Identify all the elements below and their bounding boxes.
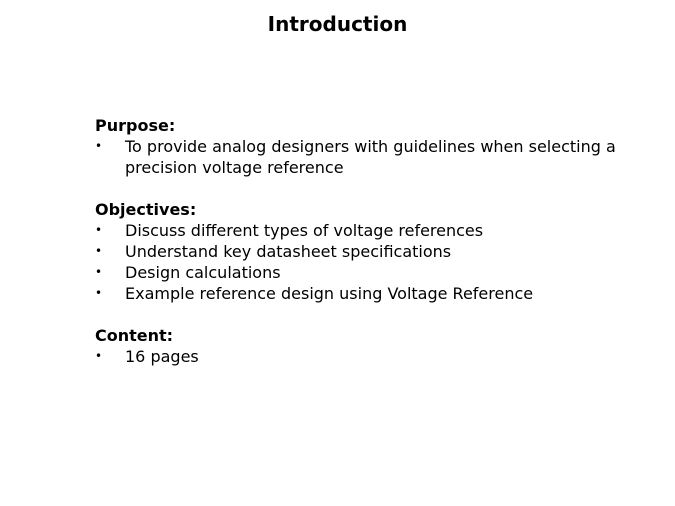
- bullet-icon: •: [95, 139, 103, 153]
- content-list: [95, 346, 635, 367]
- list-item-text: 16 pages: [125, 347, 199, 366]
- list-item-text: Understand key datasheet specifications: [125, 242, 452, 261]
- list-item-text: Example reference design using Voltage Reference: [125, 284, 534, 303]
- bullet-icon: •: [95, 223, 103, 237]
- bullet-icon: •: [95, 265, 103, 279]
- bullet-icon: •: [95, 286, 103, 300]
- objectives-list: [95, 220, 635, 304]
- slide-title: Introduction: [267, 12, 408, 36]
- content-section: [95, 325, 635, 367]
- list-item-text: To provide analog designers with guidelines when selecting a precision voltage reference: [125, 137, 616, 177]
- list-item-text: Design calculations: [125, 263, 281, 282]
- content-heading: Content:: [95, 326, 174, 345]
- objectives-heading: Objectives:: [95, 200, 197, 219]
- purpose-section: [95, 115, 635, 178]
- list-item: [95, 346, 635, 367]
- list-item: [95, 283, 635, 304]
- purpose-list: [95, 136, 635, 178]
- list-item-text: Discuss different types of voltage references: [125, 221, 484, 240]
- slide-body: [95, 115, 635, 388]
- list-item: [95, 262, 635, 283]
- bullet-icon: •: [95, 244, 103, 258]
- list-item: [95, 241, 635, 262]
- bullet-icon: •: [95, 349, 103, 363]
- objectives-section: [95, 199, 635, 304]
- purpose-heading: Purpose:: [95, 116, 176, 135]
- list-item: [95, 220, 635, 241]
- list-item: [95, 136, 635, 178]
